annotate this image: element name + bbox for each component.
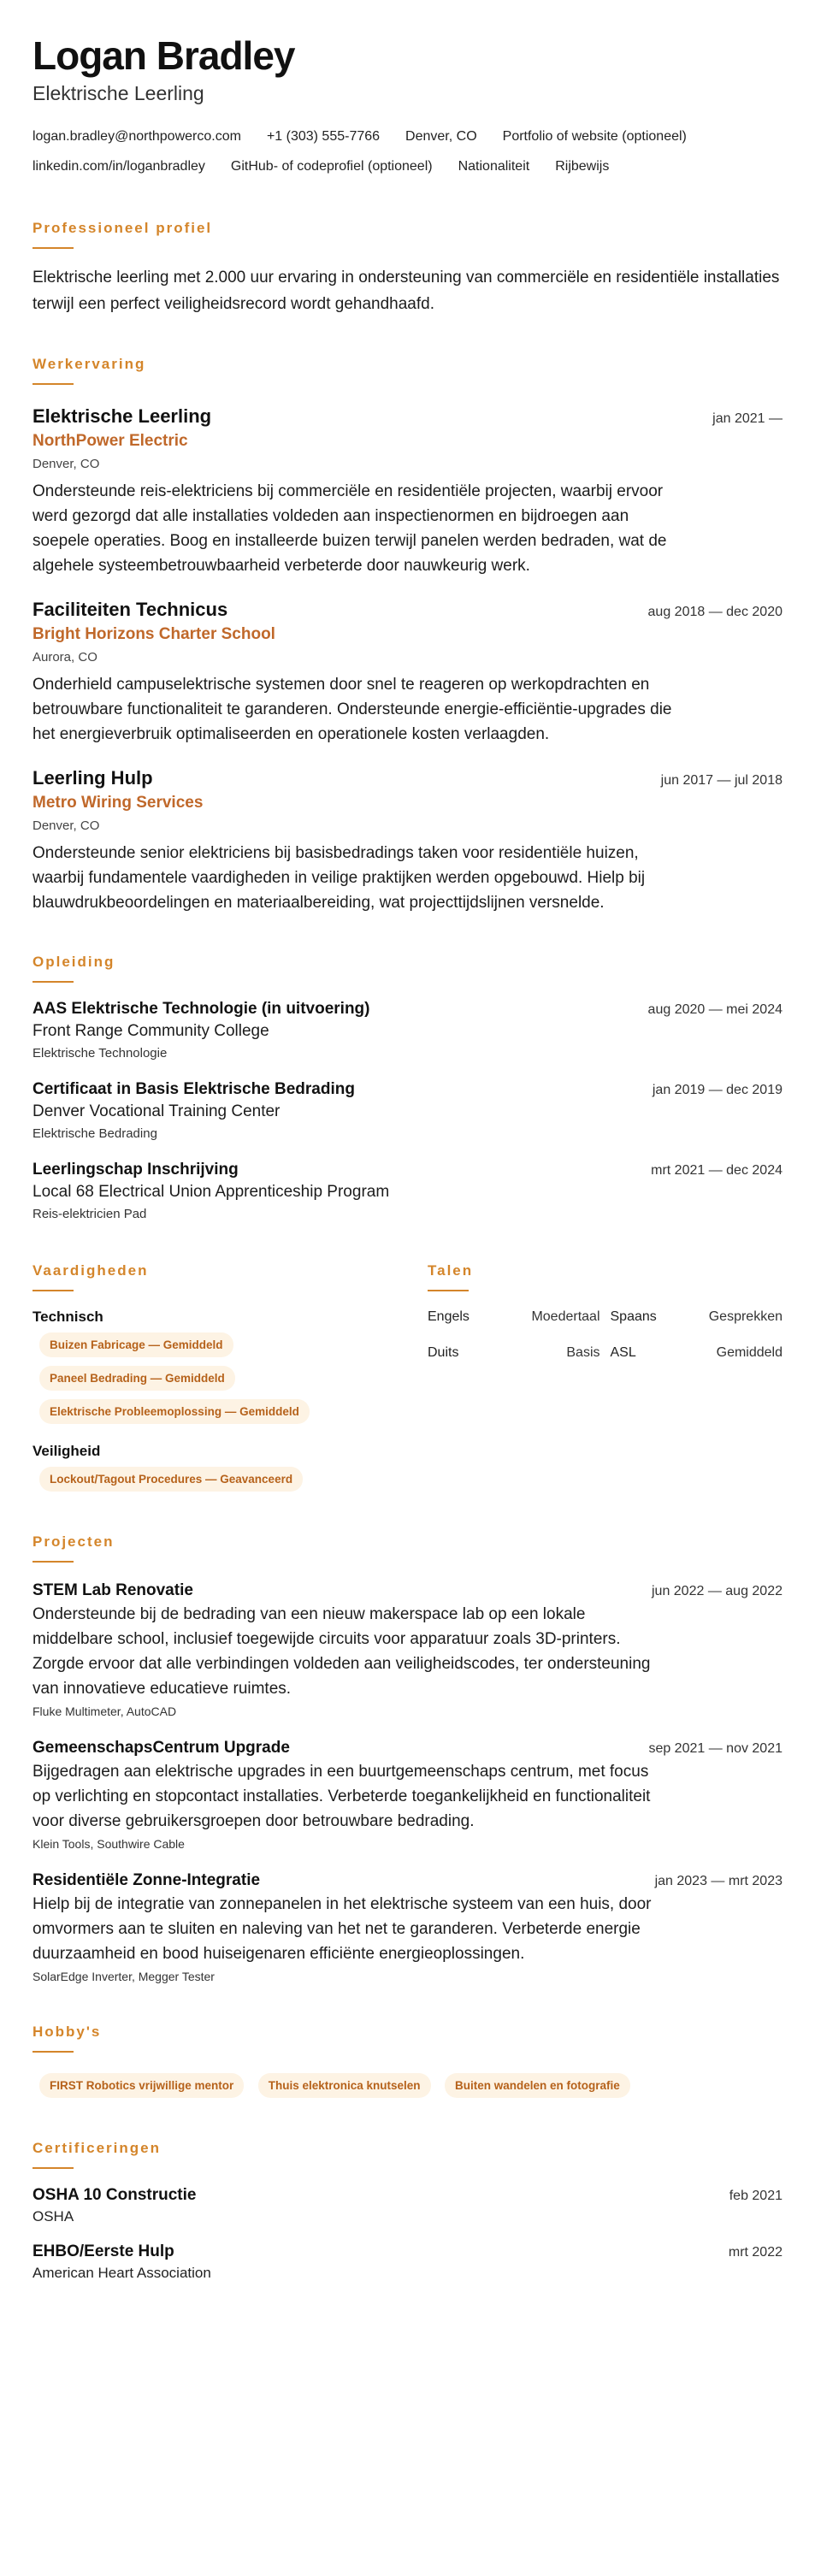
- resume-header: [32, 32, 783, 181]
- section-divider: [32, 2167, 74, 2169]
- language-name: Spaans: [610, 1309, 657, 1324]
- section-divider: [32, 2051, 74, 2053]
- languages-section: [428, 1261, 783, 1495]
- section-divider: [428, 1290, 469, 1291]
- experience-section: [32, 355, 783, 915]
- job-description: Ondersteunde senior elektriciens bij basisbedradings taken voor residentiële huizen, waarbij fundamentele vaardigheden in veilige praktijken werden opgebouwd. Hielp bij blauwdrukbeoordelingen en materiaalbereiding, wat projecttijdslijnen versnelde.: [32, 844, 646, 912]
- certification-title: EHBO/Eerste Hulp: [32, 2242, 174, 2260]
- hobbies-section-title: Hobby's: [32, 2024, 102, 2040]
- job-location: Aurora, CO: [32, 650, 97, 665]
- skills-section: [32, 1261, 428, 1495]
- education-title: Certificaat in Basis Elektrische Bedrading: [32, 1080, 355, 1098]
- certification-title: OSHA 10 Constructie: [32, 2186, 197, 2204]
- certification-entry: [32, 2241, 783, 2284]
- skill-group-title: Technisch: [32, 1309, 103, 1325]
- job-location: Denver, CO: [32, 818, 100, 833]
- job-entry: [32, 597, 783, 747]
- job-date: jun 2017 — jul 2018: [660, 773, 783, 788]
- project-date: sep 2021 — nov 2021: [648, 1741, 783, 1756]
- education-section: [32, 953, 783, 1224]
- contact-nationality: Nationaliteit: [458, 159, 530, 174]
- project-tools: Fluke Multimeter, AutoCAD: [32, 1705, 177, 1718]
- job-title: Leerling Hulp: [32, 767, 153, 789]
- candidate-name: Logan Bradley: [32, 33, 295, 78]
- education-school: Denver Vocational Training Center: [32, 1102, 281, 1120]
- language-level: Moedertaal: [531, 1309, 600, 1324]
- project-title: Residentiële Zonne-Integratie: [32, 1871, 261, 1889]
- project-entry: [32, 1737, 783, 1852]
- skill-badge: Lockout/Tagout Procedures — Geavanceerd: [39, 1467, 303, 1492]
- section-divider: [32, 247, 74, 249]
- certifications-section-title: Certificeringen: [32, 2140, 161, 2156]
- education-entry: [32, 998, 783, 1063]
- language-level: Gemiddeld: [716, 1345, 783, 1360]
- education-title: AAS Elektrische Technologie (in uitvoering): [32, 1000, 370, 1018]
- hobby-badge-list: [32, 2068, 783, 2101]
- language-name: ASL: [610, 1345, 636, 1360]
- profile-section-title: Professioneel profiel: [32, 220, 213, 236]
- section-divider: [32, 981, 74, 983]
- skill-badge-list: [32, 1462, 428, 1495]
- language-name: Duits: [428, 1345, 459, 1360]
- certification-issuer: American Heart Association: [32, 2265, 211, 2281]
- projects-section-title: Projecten: [32, 1533, 115, 1550]
- project-date: jun 2022 — aug 2022: [651, 1584, 783, 1598]
- skills-section-title: Vaardigheden: [32, 1262, 149, 1279]
- job-entry: [32, 765, 783, 915]
- skill-badge: Elektrische Probleemoplossing — Gemiddeld: [39, 1399, 310, 1424]
- job-description: Onderhield campuselektrische systemen door snel te reageren op werkopdrachten en betrouwbare functionaliteit te garanderen. Ondersteunde energie-efficiëntie-upgrades die het energieverbruik optimaliseerden en operationele kosten verlaagden.: [32, 676, 672, 743]
- projects-section: [32, 1533, 783, 1985]
- certifications-section: [32, 2139, 783, 2284]
- job-company: Bright Horizons Charter School: [32, 625, 275, 643]
- education-field: Reis-elektricien Pad: [32, 1207, 147, 1221]
- project-tools: Klein Tools, Southwire Cable: [32, 1837, 185, 1851]
- job-date: jan 2021 —: [712, 411, 783, 426]
- section-divider: [32, 383, 74, 385]
- candidate-role: Elektrische Leerling: [32, 82, 204, 104]
- project-title: STEM Lab Renovatie: [32, 1581, 193, 1599]
- hobby-badge: FIRST Robotics vrijwillige mentor: [39, 2073, 244, 2098]
- hobbies-section: [32, 2023, 783, 2101]
- education-entry: [32, 1159, 783, 1224]
- project-entry: [32, 1870, 783, 1985]
- job-title: Faciliteiten Technicus: [32, 599, 228, 620]
- contact-linkedin[interactable]: linkedin.com/in/loganbradley: [32, 159, 205, 174]
- job-title: Elektrische Leerling: [32, 405, 212, 427]
- education-title: Leerlingschap Inschrijving: [32, 1161, 239, 1179]
- profile-section: [32, 219, 783, 317]
- language-item: [428, 1343, 600, 1363]
- education-field: Elektrische Technologie: [32, 1046, 168, 1061]
- profile-text: Elektrische leerling met 2.000 uur ervaring in ondersteuning van commerciële en residentiële installaties terwijl een perfect veiligheidsrecord wordt gehandhaafd.: [32, 269, 780, 313]
- education-date: aug 2020 — mei 2024: [647, 1002, 783, 1017]
- contact-phone[interactable]: +1 (303) 555-7766: [266, 129, 381, 144]
- language-level: Gesprekken: [708, 1309, 783, 1324]
- certification-issuer: OSHA: [32, 2208, 74, 2224]
- project-entry: [32, 1580, 783, 1720]
- skill-badge: Buizen Fabricage — Gemiddeld: [39, 1332, 233, 1357]
- experience-section-title: Werkervaring: [32, 356, 146, 372]
- education-school: Local 68 Electrical Union Apprenticeship Program: [32, 1183, 390, 1201]
- contact-drivers-license: Rijbewijs: [555, 159, 610, 174]
- education-date: mrt 2021 — dec 2024: [651, 1163, 783, 1178]
- contact-email[interactable]: logan.bradley@northpowerco.com: [32, 129, 241, 144]
- project-description: Ondersteunde bij de bedrading van een nieuw makerspace lab op een lokale middelbare school, inclusief toegewijde circuits voor apparatuur zoals 3D-printers. Zorgde ervoor dat alle verbindingen voldeden aan veiligheidscodes, ter ondersteuning van innovatieve educatieve ruimtes.: [32, 1605, 651, 1698]
- project-description: Hielp bij de integratie van zonnepanelen in het elektrische systeem van een huis, door omvormers aan te sluiten en naleving van het net te garanderen. Verbeterde energie duurzaamheid en bood huiseigenaren efficiënte energieoplossingen.: [32, 1895, 652, 1963]
- job-location: Denver, CO: [32, 457, 100, 471]
- education-section-title: Opleiding: [32, 954, 115, 970]
- job-date: aug 2018 — dec 2020: [647, 605, 783, 619]
- section-divider: [32, 1561, 74, 1563]
- language-item: [611, 1343, 783, 1363]
- project-title: GemeenschapsCentrum Upgrade: [32, 1739, 290, 1757]
- skill-group-title: Veiligheid: [32, 1443, 101, 1459]
- languages-grid: [428, 1307, 783, 1379]
- language-item: [428, 1307, 600, 1327]
- contact-github[interactable]: GitHub- of codeprofiel (optioneel): [230, 159, 433, 174]
- language-item: [611, 1307, 783, 1327]
- contact-location: Denver, CO: [405, 129, 477, 144]
- project-tools: SolarEdge Inverter, Megger Tester: [32, 1970, 215, 1983]
- education-school: Front Range Community College: [32, 1022, 269, 1040]
- skill-badge: Paneel Bedrading — Gemiddeld: [39, 1366, 235, 1391]
- certification-date: mrt 2022: [728, 2245, 783, 2260]
- certification-date: feb 2021: [729, 2189, 783, 2203]
- certification-entry: [32, 2184, 783, 2227]
- job-company: NorthPower Electric: [32, 432, 188, 450]
- job-description: Ondersteunde reis-elektriciens bij commerciële en residentiële projecten, waarbij ervoor werd gezorgd dat alle installaties voldeden aan inspectienormen en bijdroegen aan soepele operaties. Boog en installeerde buizen terwijl panelen werden bedraden, wat de algehele systeembetrouwbaarheid verbeterde door nauwkeurig werk.: [32, 482, 667, 575]
- skills-languages-row: [32, 1261, 783, 1495]
- language-level: Basis: [566, 1345, 600, 1360]
- project-description: Bijgedragen aan elektrische upgrades in een buurtgemeenschaps centrum, met focus op verlichting en stopcontact installaties. Verbeterde toegankelijkheid en functionaliteit voor diverse gebruikersgroepen door betrouwbare bedrading.: [32, 1763, 651, 1830]
- project-date: jan 2023 — mrt 2023: [654, 1874, 783, 1888]
- language-name: Engels: [428, 1309, 470, 1324]
- languages-section-title: Talen: [428, 1262, 474, 1279]
- education-entry: [32, 1078, 783, 1143]
- section-divider: [32, 1290, 74, 1291]
- job-company: Metro Wiring Services: [32, 794, 204, 812]
- skill-badge-list: [32, 1327, 428, 1427]
- job-entry: [32, 404, 783, 578]
- education-date: jan 2019 — dec 2019: [652, 1083, 783, 1097]
- education-field: Elektrische Bedrading: [32, 1126, 157, 1141]
- hobby-badge: Thuis elektronica knutselen: [258, 2073, 431, 2098]
- hobby-badge: Buiten wandelen en fotografie: [445, 2073, 630, 2098]
- contact-list: [32, 121, 783, 181]
- contact-portfolio[interactable]: Portfolio of website (optioneel): [502, 129, 687, 144]
